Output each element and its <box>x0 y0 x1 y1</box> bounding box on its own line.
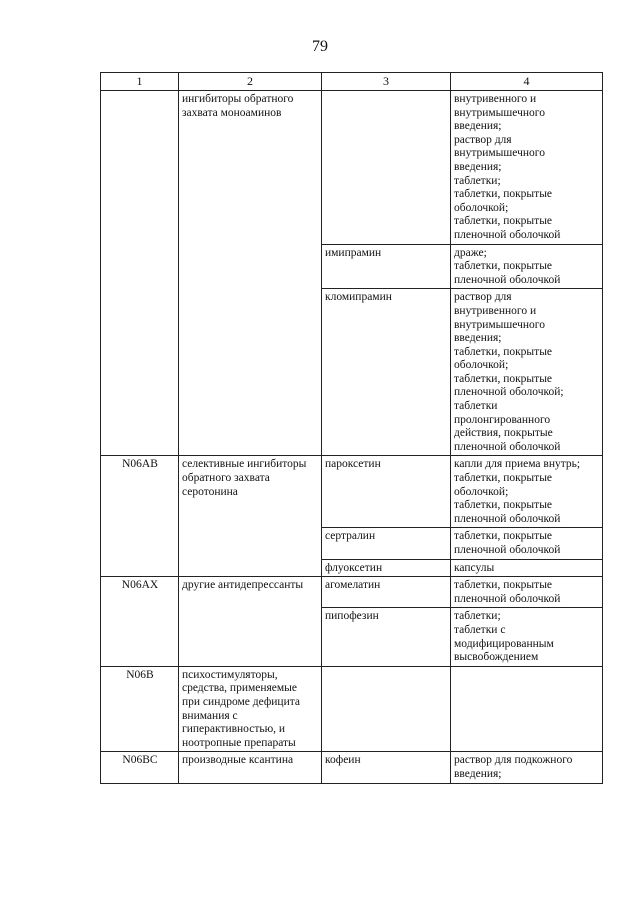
dosage-forms-cell: таблетки, покрытые пленочной оболочкой <box>451 577 603 608</box>
column-header-2: 2 <box>179 73 322 91</box>
column-header-1: 1 <box>101 73 179 91</box>
group-name-cell: ингибиторы обратного захвата моноаминов <box>179 91 322 456</box>
dosage-forms-cell <box>451 666 603 752</box>
group-name-cell: психостимуляторы, средства, применяемые при синдроме дефицита внимания с гиперактивностью, и ноотропные препараты <box>179 666 322 752</box>
drug-name-cell: флуоксетин <box>322 559 451 577</box>
column-header-3: 3 <box>322 73 451 91</box>
table-row <box>101 577 603 608</box>
table-row <box>101 752 603 783</box>
atc-code-cell: N06BC <box>101 752 179 783</box>
drug-name-cell <box>322 91 451 245</box>
drug-name-cell: кломипрамин <box>322 289 451 456</box>
table-row <box>101 666 603 752</box>
drug-name-cell: агомелатин <box>322 577 451 608</box>
drug-name-cell <box>322 666 451 752</box>
drug-name-cell: пипофезин <box>322 608 451 666</box>
drug-table <box>100 72 603 784</box>
drug-name-cell: пароксетин <box>322 456 451 528</box>
drug-name-cell: имипрамин <box>322 244 451 289</box>
atc-code-cell: N06AX <box>101 577 179 667</box>
drug-name-cell: кофеин <box>322 752 451 783</box>
atc-code-cell <box>101 91 179 456</box>
dosage-forms-cell: капсулы <box>451 559 603 577</box>
dosage-forms-cell: капли для приема внутрь; таблетки, покрытые оболочкой; таблетки, покрытые пленочной оболочкой <box>451 456 603 528</box>
dosage-forms-cell: раствор для внутривенного и внутримышечного введения; таблетки, покрытые оболочкой; таблетки, покрытые пленочной оболочкой; таблетки пролонгированного действия, покрытые пленочной оболочкой <box>451 289 603 456</box>
table-row <box>101 91 603 245</box>
dosage-forms-cell: раствор для подкожного введения; <box>451 752 603 783</box>
column-header-4: 4 <box>451 73 603 91</box>
dosage-forms-cell: внутривенного и внутримышечного введения; раствор для внутримышечного введения; таблетки; таблетки, покрытые оболочкой; таблетки, покрытые пленочной оболочкой <box>451 91 603 245</box>
table-row <box>101 456 603 528</box>
page-number: 79 <box>312 38 328 55</box>
group-name-cell: другие антидепрессанты <box>179 577 322 667</box>
group-name-cell: селективные ингибиторы обратного захвата серотонина <box>179 456 322 577</box>
table-header-row <box>101 73 603 91</box>
group-name-cell: производные ксантина <box>179 752 322 783</box>
drug-name-cell: сертралин <box>322 528 451 559</box>
dosage-forms-cell: таблетки; таблетки с модифицированным высвобождением <box>451 608 603 666</box>
dosage-forms-cell: драже; таблетки, покрытые пленочной оболочкой <box>451 244 603 289</box>
atc-code-cell: N06AB <box>101 456 179 577</box>
dosage-forms-cell: таблетки, покрытые пленочной оболочкой <box>451 528 603 559</box>
atc-code-cell: N06B <box>101 666 179 752</box>
